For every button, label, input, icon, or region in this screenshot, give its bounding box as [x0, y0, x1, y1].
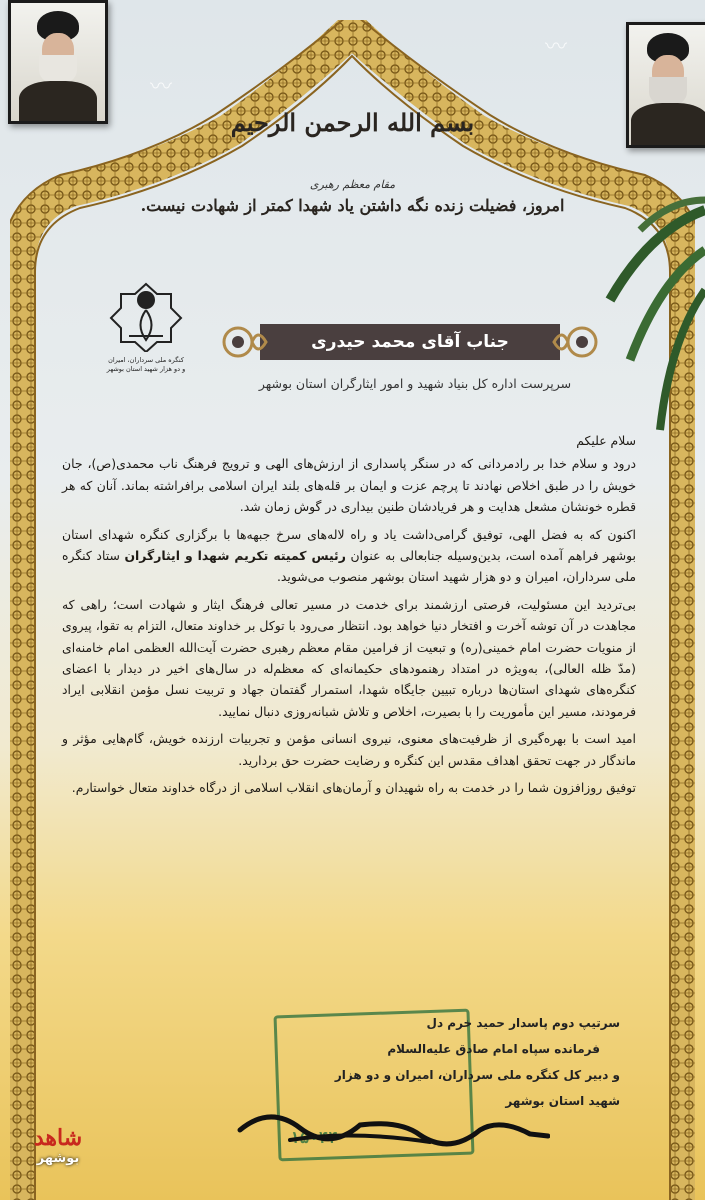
watermark-city: بوشهر	[36, 1151, 80, 1166]
watermark-logo: شاهد	[33, 1125, 83, 1151]
letter-paragraph-5: توفیق روزافزون شما را در خدمت به راه شهیدان و آرمان‌های انقلاب اسلامی از درگاه خداوند متعال خواستارم.	[71, 780, 636, 796]
letter-paragraph-1: درود و سلام خدا بر رادمردانی که در سنگر پاسداری از ارزش‌های الهی و ترویج فرهنگ ناب محمدی(ص)، جان خویش را در طبق اخلاص نهادند تا پرچم عزت و ایمان بر قله‌های بلند ایران اسلامی برافراشته بماند. آنان که هر قطره خونشان مشعل هدایت و هر فریادشان طنین بیداری در گوش زمان شد.	[62, 456, 636, 515]
signatory-position: فرمانده سپاه امام صادق علیه‌السلام	[387, 1042, 600, 1056]
bird-icon: 〰	[545, 35, 568, 60]
addressee-role: سرپرست اداره کل بنیاد شهید و امور ایثارگران استان بوشهر	[258, 376, 572, 391]
logo-caption-line1: کنگره ملی سرداران، امیران	[108, 356, 184, 364]
header-quote: امروز، فضیلت زنده نگه داشتن یاد شهدا کمتر از شهادت نیست.	[140, 196, 565, 215]
signatory-position-2: و دبیر کل کنگره ملی سرداران، امیران و دو هزار شهید استان بوشهر	[334, 1068, 620, 1108]
letter-paragraph-4: امید است با بهره‌گیری از ظرفیت‌های معنوی، نیروی انسانی مؤمن و تجربیات ارزنده خویش، گام‌هایی مؤثر و ماندگار در جهت تحقق اهداف مقدس این کنگره و رضایت حضرت حق بردارید.	[62, 731, 636, 768]
bird-icon: 〰	[150, 75, 173, 100]
logo-caption-line2: و دو هزار شهید استان بوشهر	[106, 365, 186, 373]
letter-greeting: سلام علیکم	[576, 433, 636, 448]
letter-paragraph-2	[62, 524, 636, 588]
addressee-banner	[210, 314, 610, 370]
congress-logo	[100, 280, 192, 380]
site-watermark	[18, 1125, 98, 1166]
letter-body	[62, 430, 636, 805]
addressee-name: جناب آقای محمد حیدری	[311, 332, 509, 352]
bismillah-calligraphy: بسم الله الرحمن الرحیم	[230, 108, 475, 137]
quote-author: مقام معظم رهبری	[309, 178, 396, 191]
handwritten-signature	[230, 1100, 550, 1160]
appointment-title: رئیس کمیته تکریم شهدا و ایثارگران	[124, 548, 346, 564]
signatory-block	[300, 1010, 620, 1114]
signatory-rank-name: سرتیپ دوم پاسدار حمید خرم دل	[426, 1016, 620, 1030]
congress-emblem-icon	[105, 280, 187, 352]
palm-leaves-decoration	[600, 190, 705, 450]
stamp-number: ۱۵۰۴۴	[290, 1128, 339, 1147]
letter-paragraph-2-part-b: ستاد کنگره ملی سرداران، امیران و دو هزار شهید استان بوشهر منصوب می‌شوید.	[62, 548, 636, 585]
portrait-left	[8, 0, 108, 124]
letter-paragraph-2-part-a: اکنون که به فضل الهی، توفیق گرامی‌داشت یاد و راه لاله‌های سرخ جبهه‌ها با برگزاری کنگره شهدای استان بوشهر فراهم آمده است، بدین‌وسیله جنابعالی به عنوان	[62, 526, 636, 564]
letter-paragraph-3: بی‌تردید این مسئولیت، فرصتی ارزشمند برای خدمت در مسیر تعالی فرهنگ ایثار و شهادت است؛ راهی که مجاهدت در آن توشه آخرت و افتخار دنیا خواهد بود. انتظار می‌رود با توکل بر خداوند متعال، التزام به تقوا، پیروی از منویات حضرت امام خمینی(ره) و تبعیت از فرامین مقام معظم رهبری حضرت آیت‌الله العظمی امام خامنه‌ای (مدّ ظله العالی)، به‌ویژه در امتداد رهنمودهای حکیمانه‌ای که معظم‌له در سال‌های اخیر در دیدار با اعضای کنگره‌های شهدای استان‌ها درباره تبیین جایگاه شهدا، استمرار گفتمان جهاد و تربیت نسل مؤمن انقلابی ایراد فرمودند، مسیر این مأموریت را با بصیرت، اخلاص و تلاش شبانه‌روزی دنبال نمایید.	[62, 596, 636, 719]
